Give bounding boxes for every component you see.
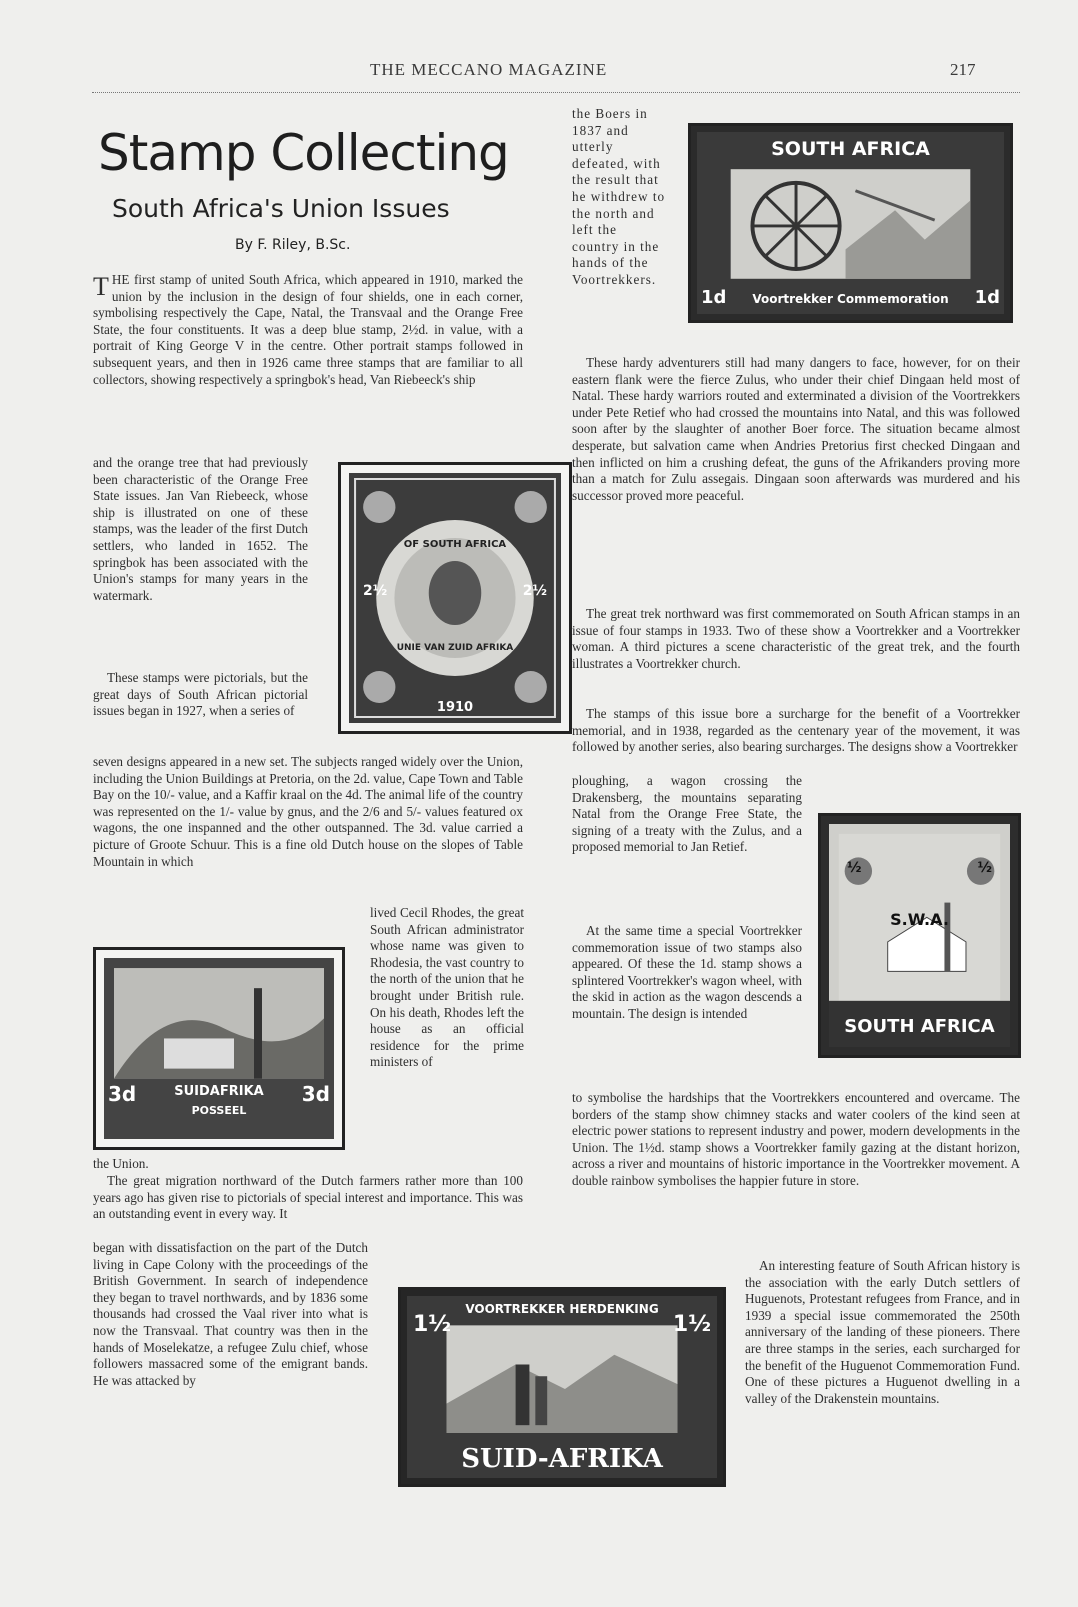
- article-subtitle: South Africa's Union Issues: [112, 194, 450, 223]
- stamp-value-right: 1d: [974, 287, 1000, 308]
- church-picture: [829, 824, 1010, 1047]
- right-paragraph-6: An interesting feature of South African history is the association with the early Dutch settlers of Huguenots, Protestant refugees from France, and in 1939 a special issue commemorated the 250th anniversary of the landing of these pioneers. There are three stamps in the series, each surcharged for the benefit of the Huguenot Commemoration Fund. One of these pictures a Huguenot dwelling in a valley of the Drakenstein mountains.: [745, 1258, 1020, 1406]
- right-paragraph-4-narrow: ploughing, a wagon crossing the Drakensberg, the mountains separating Natal from the Orange Free State, the signing of a treaty with the Zulus, and a proposed memorial to Jan Retief.: [572, 773, 802, 855]
- stamp-bottom-label: SOUTH AFRICA: [844, 1016, 995, 1037]
- right-paragraph-5-full: to symbolise the hardships that the Voortrekkers encountered and overcame. The borders of the stamp show chimney stacks and water coolers of the kind seen at electric power stations to represent industry and power, modern developments in the Union. The 1½d. stamp shows a Voortrekker family gazing at the distant horizon, across a river and mountains of historic importance in the Voortrekker movement. A double rainbow symbolises the happier future in store.: [572, 1090, 1020, 1188]
- byline: By F. Riley, B.Sc.: [235, 237, 351, 253]
- paragraph-2-narrow: These stamps were pictorials, but the great days of South African pictorial issues began in 1927, when a series of: [93, 670, 308, 719]
- value-right: ½: [977, 860, 992, 876]
- running-header: THE MECCANO MAGAZINE: [370, 60, 608, 79]
- paragraph-2-full: seven designs appeared in a new set. The subjects ranged widely over the Union, including the Union Buildings at Pretoria, on the 2d. value, Cape Town and Table Bay on the 10/- value, and a Kaffir kraal on the 4d. The animal life of the country was represented on the 1/- value by gnus, and the 2/6 and 5/- values featured ox wagons, the one inspanned and the other outspanned. The 3d. value carried a picture of Groote Schuur. This is a fine old Dutch house on the slopes of Table Mountain in which: [93, 754, 523, 869]
- ring-top-text: OF SOUTH AFRICA: [403, 539, 507, 550]
- stamp-union-1910: [338, 462, 572, 734]
- stamp-value-right: 3d: [301, 1082, 330, 1106]
- header-rule: [92, 92, 1020, 93]
- paragraph-1-narrow: and the orange tree that had previously been characteristic of the Orange Free State issues. Jan Van Riebeeck, whose ship is illustrated on one of these stamps, was the leader of the first Dutch settlers, who landed in 1652. The springbok has been associated with the Union's stamps for many years in the watermark.: [93, 455, 308, 603]
- stamp-country-label: SUIDAFRIKA: [174, 1084, 264, 1099]
- right-paragraph-1: the Boers in 1837 and utterly defeated, with the result that he withdrew to the north and left the country in the hands of the Voortrekkers.: [572, 106, 666, 287]
- paragraph-1-top: [93, 272, 523, 454]
- value-left: ½: [847, 860, 862, 876]
- right-paragraph-5-narrow: At the same time a special Voortrekker commemoration issue of two stamps also appeared. Of these the 1d. stamp shows a splintered Voortrekker's wagon wheel, with the skid in action as the wagon descends a mountain. The design is intended: [572, 923, 802, 1021]
- stamp-bottom-label: Voortrekker Commemoration: [752, 292, 949, 306]
- stamp-top-label: VOORTREKKER HERDENKING: [465, 1302, 659, 1316]
- value-left: 1½: [413, 1312, 452, 1337]
- stamp-value-left: 3d: [108, 1082, 137, 1106]
- page-number: 217: [950, 60, 976, 79]
- right-paragraph-4: The stamps of this issue bore a surcharge for the benefit of a Voortrekker memorial, and in 1938, regarded as the centenary year of the movement, it was followed by another series, also bearing surcharges. The designs show a Voortrekker: [572, 706, 1020, 755]
- stamp-sub-label: POSSEEL: [191, 1104, 247, 1117]
- paragraph-2-right: lived Cecil Rhodes, the great South African administrator whose name was given to Rhodesia, the vast country to the north of the union that he brought under British rule. On his death, Rhodes left the house as an official residence for the prime ministers of: [370, 905, 524, 1070]
- right-paragraph-2: These hardy adventurers still had many dangers to face, however, for on their eastern flank were the fierce Zulus, who under their chief Dingaan held most of Natal. These hardy warriors routed and exterminated a division of the Voortrekkers under Pete Retief who had crossed the mountains into Natal, and this was followed soon after by the slaughter of another Boer force. The situation became almost desperate, but salvation came when Andries Pretorius first checked Dingaan and then inflicted on him a crushing defeat, the guns of the Afrikanders proving more than a match for Zulu assegais. Dingaan soon afterwards was murdered and his successor proved more peaceful.: [572, 355, 1020, 503]
- paragraph-3-narrow: began with dissatisfaction on the part of the Dutch living in Cape Colony with the proceedings of the British Government. In search of independence they began to travel northwards, and by 1836 some thousands had crossed the Vaal river into what is now the Transvaal. That country was then in the hands of Moselekatze, a refugee Zulu chief, whose followers massacred some of the emigrant bands. He was attacked by: [93, 1240, 368, 1388]
- overprint-text: S.W.A.: [890, 910, 949, 929]
- stamp-top-label: SOUTH AFRICA: [771, 138, 930, 160]
- value-right: 1½: [672, 1312, 711, 1337]
- stamp-voortrekker-1d: [688, 123, 1013, 323]
- value-right: 2½: [522, 583, 547, 599]
- paragraph-3-full: The great migration northward of the Dutch farmers rather more than 100 years ago has given rise to pictorials of special interest and importance. This was an outstanding event in every way. It: [93, 1173, 523, 1222]
- value-left: 2½: [363, 583, 388, 599]
- stamp-year: 1910: [436, 700, 474, 715]
- stamp-voortrekker-1-5d: [398, 1287, 726, 1487]
- stamp-swa-church: [818, 813, 1021, 1058]
- paragraph-2-end: the Union.: [93, 1156, 149, 1171]
- stamp-value-left: 1d: [701, 287, 727, 308]
- right-paragraph-3: The great trek northward was first commemorated on South African stamps in an issue of four stamps in 1933. Two of these show a Voortrekker and a Voortrekker woman. A third pictures a scene characteristic of the great trek, and the fourth illustrates a Voortrekker church.: [572, 606, 1020, 671]
- article-title: Stamp Collecting: [98, 124, 509, 182]
- paragraph-1-text: HE first stamp of united South Africa, which appeared in 1910, marked the union by the inclusion in the design of four shields, one in each corner, symbolising respectively the Cape, Natal, the Transvaal and the Orange Free State, the four constituents. It was a deep blue stamp, 2½d. in value, with a portrait of King George V in the centre. Other portrait stamps followed in subsequent years, and then in 1926 came three stamps that are familiar to all collectors, showing respectively a springbok's head, Van Riebeeck's ship: [93, 272, 523, 387]
- drop-cap: T: [93, 272, 109, 301]
- stamp-groote-schuur-3d: [93, 947, 345, 1150]
- stamp-bottom-label: SUID-AFRIKA: [461, 1444, 663, 1474]
- ring-bottom-text: UNIE VAN ZUID AFRIKA: [396, 643, 514, 653]
